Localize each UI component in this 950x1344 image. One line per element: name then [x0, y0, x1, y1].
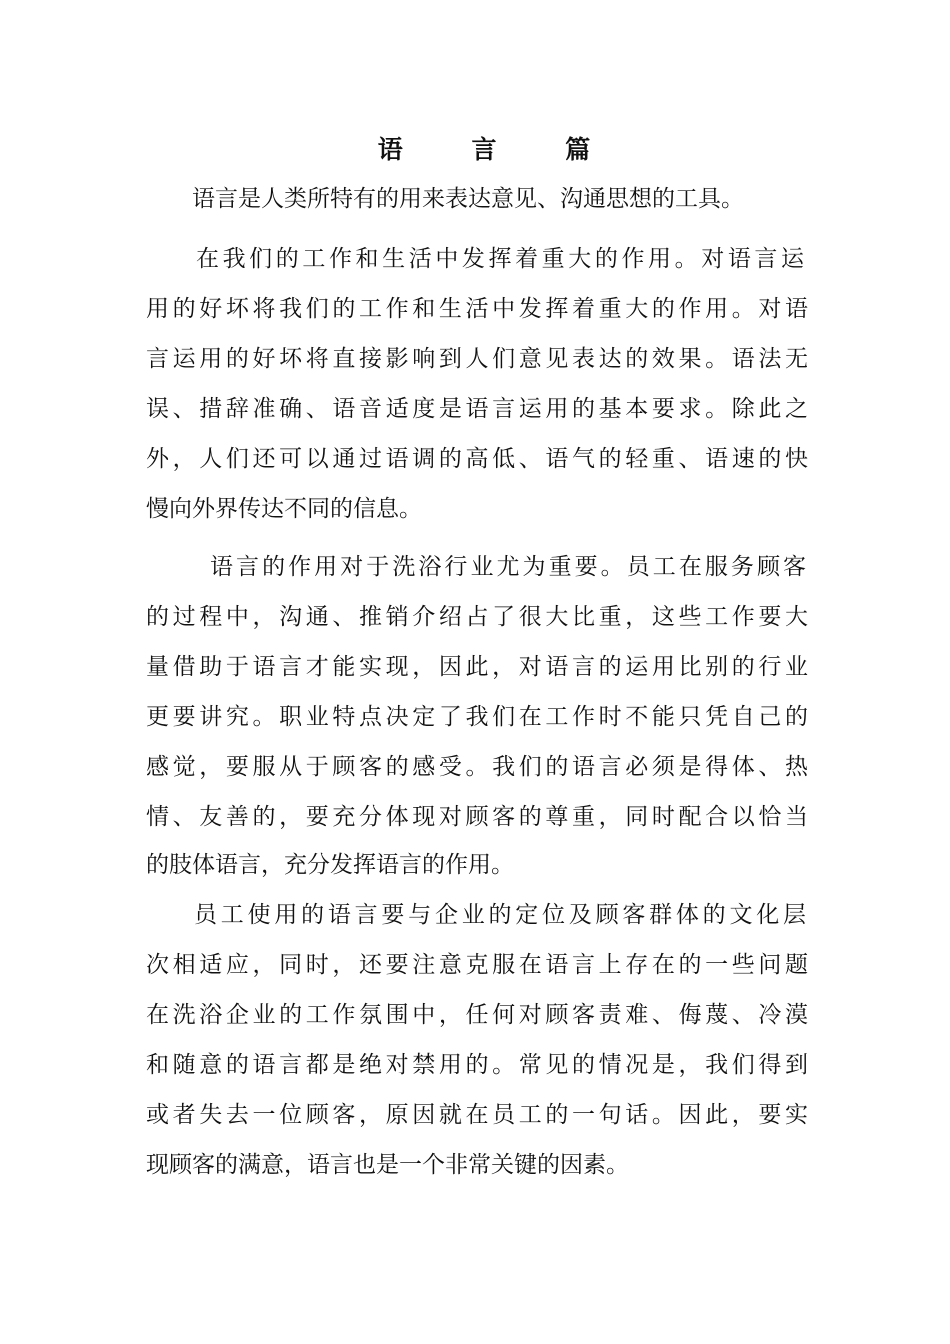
text-line-7: 慢向外界传达不同的信息。: [146, 496, 422, 522]
text-line-15: 员工使用的语言要与企业的定位及顾客群体的文化层: [194, 902, 806, 928]
text-line-1: 语言是人类所特有的用来表达意见、沟通思想的工具。: [192, 186, 744, 212]
text-line-13: 情、友善的，要充分体现对顾客的尊重，同时配合以恰当: [146, 804, 808, 830]
text-line-18: 和随意的语言都是绝对禁用的。常见的情况是，我们得到: [146, 1052, 808, 1078]
document-title: 语 言 篇: [377, 135, 621, 164]
text-line-11: 更要讲究。职业特点决定了我们在工作时不能只凭自己的: [146, 704, 808, 730]
text-line-2: 在我们的工作和生活中发挥着重大的作用。对语言运: [196, 246, 804, 272]
text-line-4: 言运用的好坏将直接影响到人们意见表达的效果。语法无: [146, 346, 808, 372]
text-line-14: 的肢体语言，充分发挥语言的作用。: [146, 852, 514, 878]
text-line-3: 用的好坏将我们的工作和生活中发挥着重大的作用。对语: [146, 296, 808, 322]
text-line-19: 或者失去一位顾客，原因就在员工的一句话。因此，要实: [146, 1102, 808, 1128]
text-line-20: 现顾客的满意，语言也是一个非常关键的因素。: [146, 1152, 629, 1178]
text-line-8: 语言的作用对于洗浴行业尤为重要。员工在服务顾客: [210, 554, 806, 580]
text-line-16: 次相适应，同时，还要注意克服在语言上存在的一些问题: [146, 952, 808, 978]
text-line-6: 外，人们还可以通过语调的高低、语气的轻重、语速的快: [146, 446, 808, 472]
text-line-12: 感觉，要服从于顾客的感受。我们的语言必须是得体、热: [146, 754, 808, 780]
text-line-10: 量借助于语言才能实现，因此，对语言的运用比别的行业: [146, 654, 808, 680]
text-line-17: 在洗浴企业的工作氛围中，任何对顾客责难、侮蔑、冷漠: [146, 1002, 808, 1028]
text-line-5: 误、措辞准确、语音适度是语言运用的基本要求。除此之: [146, 396, 808, 422]
text-line-9: 的过程中，沟通、推销介绍占了很大比重，这些工作要大: [146, 604, 808, 630]
